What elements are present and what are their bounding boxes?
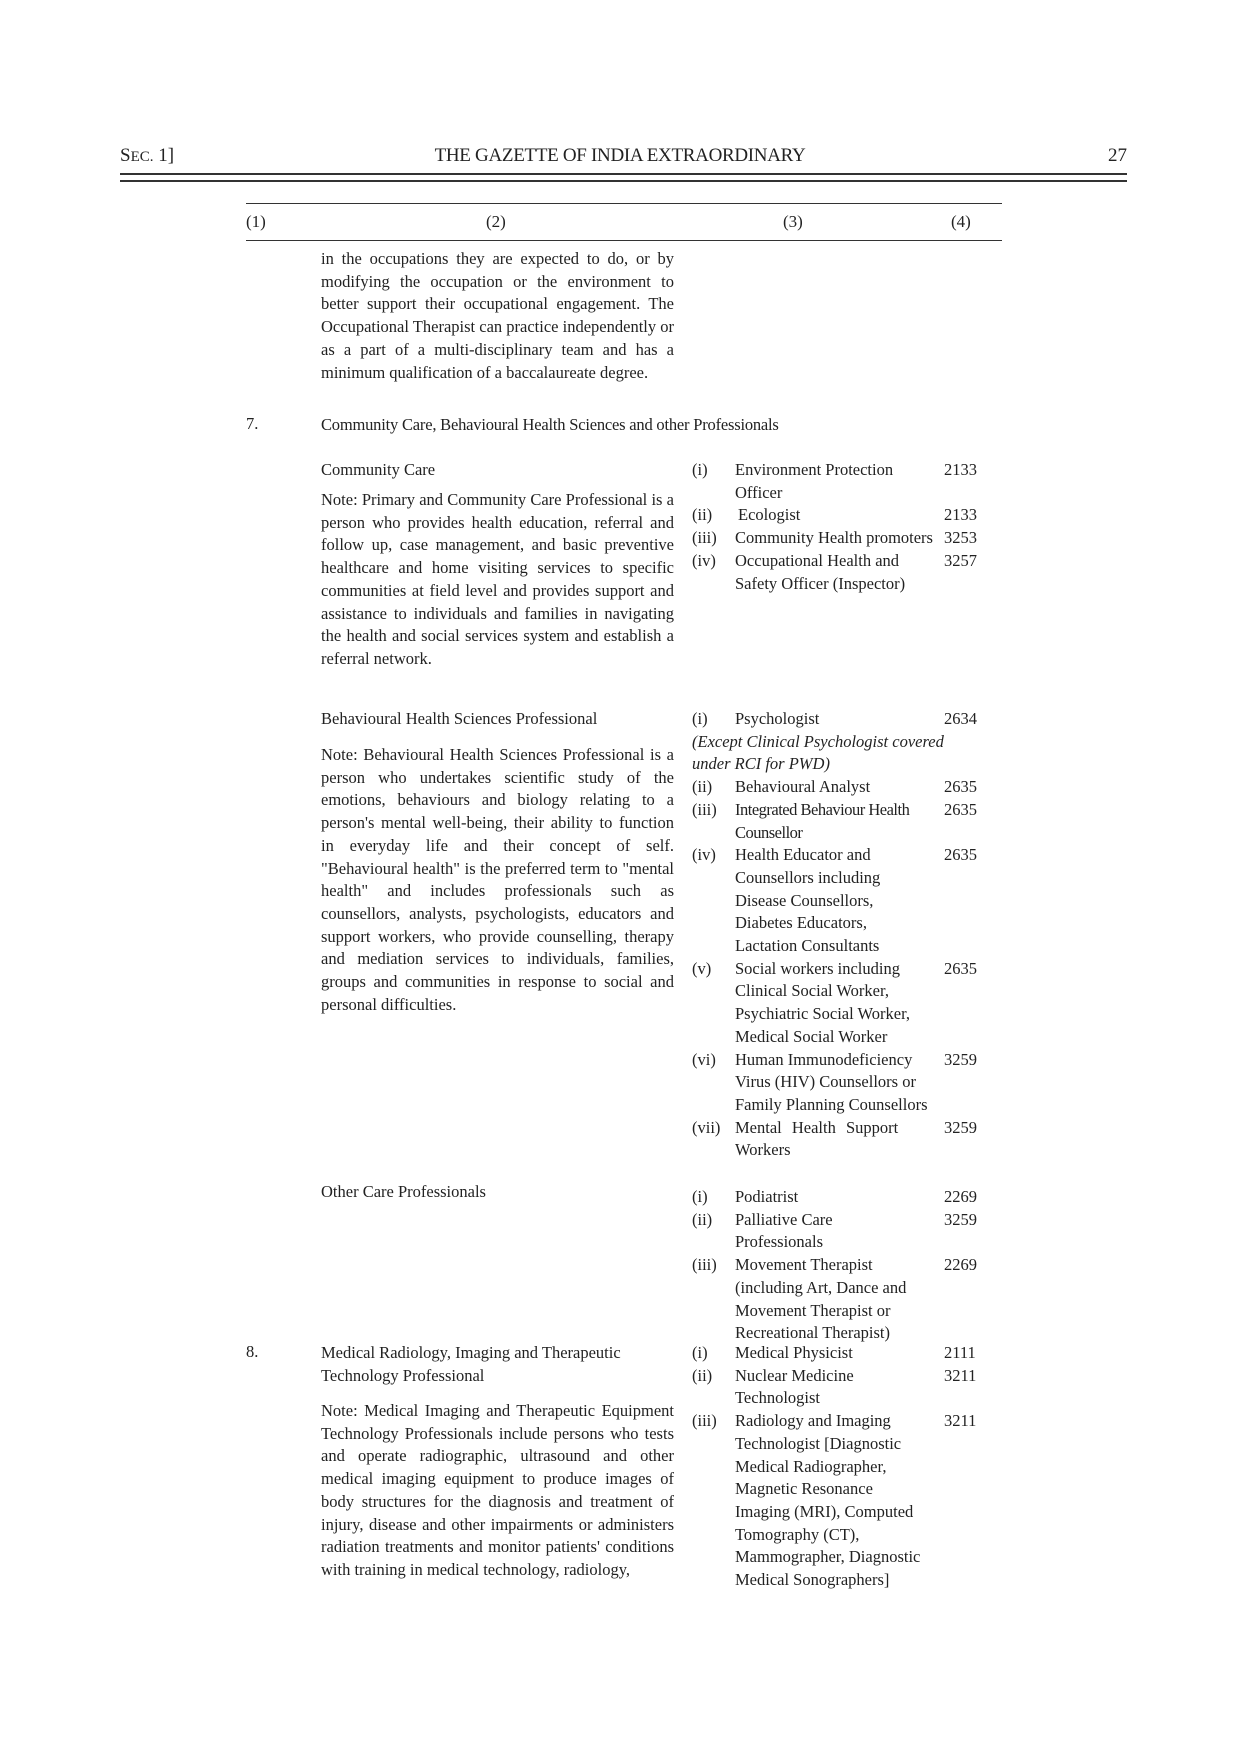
entry-title: Medical Radiology, Imaging and Therapeutic Technology Professional — [321, 1343, 621, 1385]
entry-note: Note: Medical Imaging and Therapeutic Equipment Technology Professionals include persons who tests and operate radiographic, ultrasound and other medical imaging equipment to produce images of body structures for the diagnosis and treatment of injury, disease and other impairments or administers radiation treatments and monitor patients' conditions with training in medical technology, radiology, — [321, 1401, 674, 1579]
column-header-4: (4) — [951, 212, 971, 231]
subgroup-title: Other Care Professionals — [321, 1182, 486, 1201]
occupation-item: (v) Social workers including Clinical Social Worker, Psychiatric Social Worker, Medical Social Worker 2635 — [692, 958, 977, 1046]
column-header-1: (1) — [246, 212, 266, 231]
subgroup-title: Community Care — [321, 460, 436, 479]
occupation-item: (vii) Mental Health Support Workers 3259 — [692, 1117, 977, 1160]
occupation-item: (iii) Integrated Behaviour Health Counsellor 2635 — [692, 799, 977, 842]
occupation-list — [692, 459, 1002, 595]
entry-title: Community Care, Behavioural Health Sciences and other Professionals — [321, 415, 779, 434]
subgroup-note: Note: Behavioural Health Sciences Professional is a person who undertakes scientific study of the emotions, behaviours and biology relating to a person's mental well-being, their ability to function in everyday life and their concept of self. "Behavioural health" is the preferred term to "mental health" and includes professionals such as counsellors, analysts, psychologists, educators and support workers, who provide counselling, therapy and mediation services to individuals, families, groups and communities in response to social and personal difficulties. — [321, 745, 674, 1014]
occupation-item: (i) Medical Physicist 2111 — [692, 1343, 976, 1362]
occupation-item: (i) Environment Protection Officer 2133 — [692, 460, 977, 502]
table-header-rule — [246, 240, 1002, 241]
header-rule-top — [120, 173, 1127, 175]
occupation-item: (vi) Human Immunodeficiency Virus (HIV) Counsellors or Family Planning Counsellors 3259 — [692, 1049, 977, 1114]
occupation-item: (i) Psychologist 2634 — [692, 709, 977, 728]
occupation-item: (i) Podiatrist 2269 — [692, 1187, 977, 1206]
occupation-list — [692, 1342, 1002, 1592]
occupation-item: (ii) Ecologist 2133 — [692, 505, 977, 525]
occupation-item: (iv) Occupational Health and Safety Officer (Inspector) 3257 — [692, 550, 977, 593]
column-header-2: (2) — [486, 212, 506, 231]
continuation-text: in the occupations they are expected to do, or by modifying the occupation or the environment to better support their occupational engagement. The Occupational Therapist can practice independently or as a part of a multi-disciplinary team and has a minimum qualification of a baccalaureate degree. — [321, 249, 674, 382]
gazette-title: THE GAZETTE OF INDIA EXTRAORDINARY — [434, 145, 806, 166]
occupation-item: (iii) Community Health promoters 3253 — [692, 528, 977, 548]
entry-number: 8. — [246, 1342, 259, 1361]
occupation-list — [692, 1186, 1002, 1345]
occupation-item: (iii) Radiology and Imaging Technologist [Diagnostic Medical Radiographer, Magnetic Resonance Imaging (MRI), Computed Tomography (CT), Mammographer, Diagnostic Medical Sonographers] 3211 — [692, 1411, 977, 1590]
occupation-item: (ii) Nuclear Medicine Technologist 3211 — [692, 1365, 977, 1408]
column-header-3: (3) — [783, 212, 803, 231]
occupation-item: (ii) Behavioural Analyst 2635 — [692, 777, 977, 797]
table-top-rule — [246, 203, 1002, 204]
page-number: 27 — [1108, 145, 1127, 166]
occupation-list — [692, 708, 1002, 1162]
occupation-item: (iv) Health Educator and Counsellors including Disease Counsellors, Diabetes Educators, Lactation Consultants 2635 — [692, 845, 977, 956]
psychologist-exception-note: (Except Clinical Psychologist covered under RCI for PWD) — [692, 731, 944, 774]
section-label: SEC. 1] — [120, 145, 175, 166]
entry-number: 7. — [246, 414, 259, 433]
header-rule-bottom — [120, 180, 1127, 182]
subgroup-title: Behavioural Health Sciences Professional — [321, 709, 598, 728]
occupation-item: (ii) Palliative Care Professionals 3259 — [692, 1209, 977, 1252]
subgroup-note: Note: Primary and Community Care Professional is a person who provides health education, referral and follow up, case management, and basic preventive healthcare and home visiting services to specific communities at field level and provides support and assistance to individuals and families in navigating the health and social services system and establish a referral network. — [321, 490, 674, 668]
occupation-item: (iii) Movement Therapist (including Art, Dance and Movement Therapist or Recreational Therapist) 2269 — [692, 1255, 977, 1343]
